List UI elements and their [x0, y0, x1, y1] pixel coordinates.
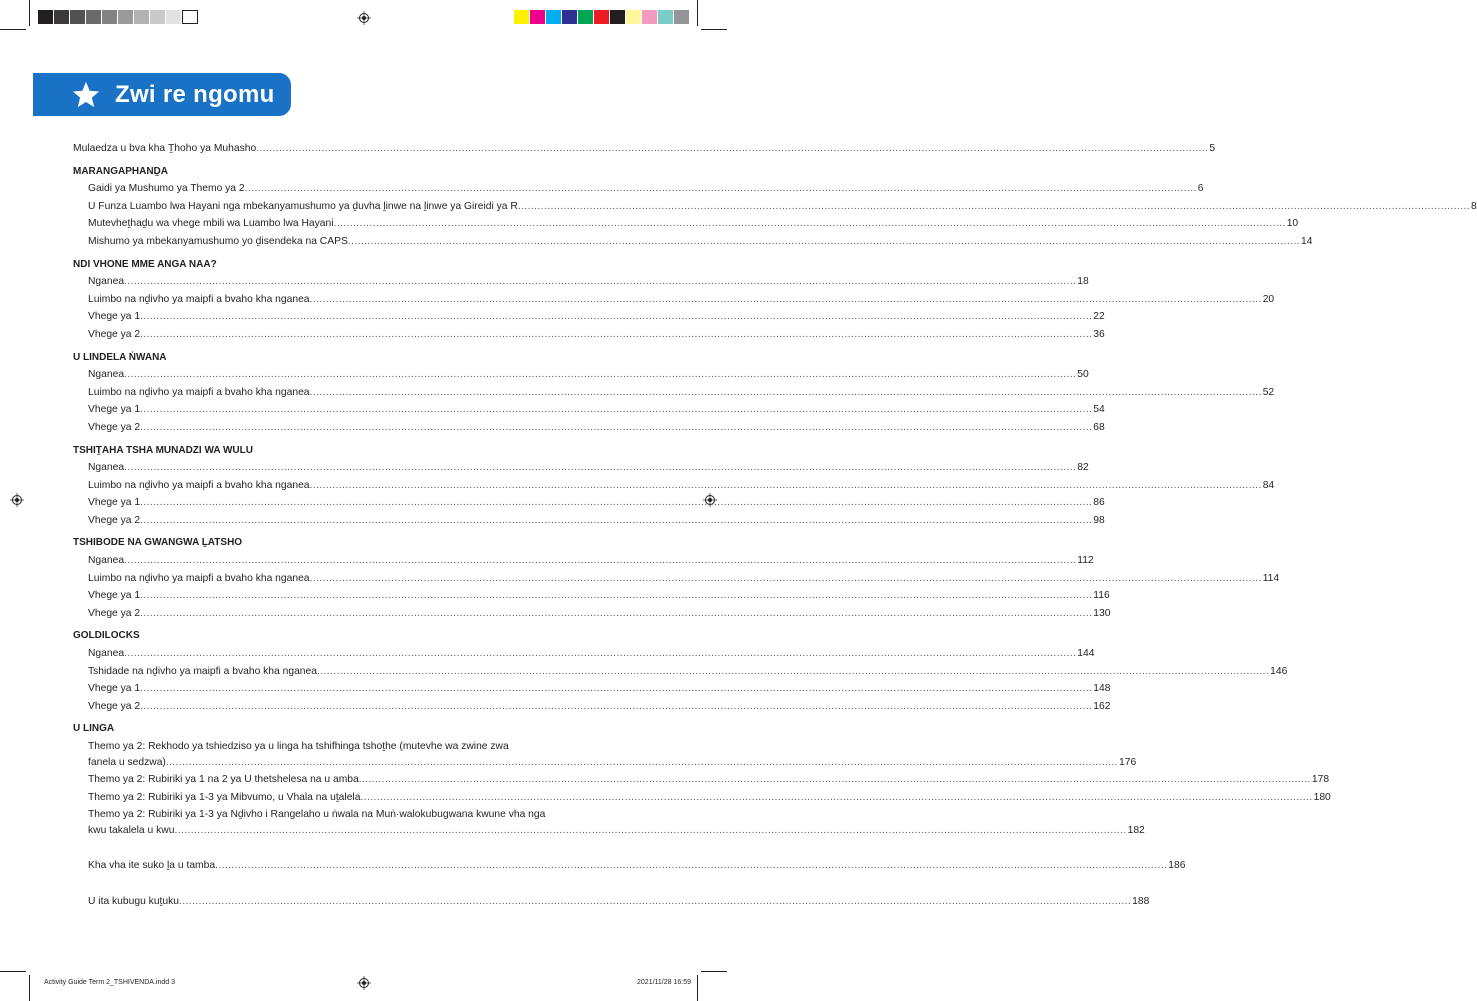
toc-entry-label: Luimbo na nḓivho ya maipfi a bvaho kha nganea	[88, 479, 310, 491]
toc-page-number: 10	[1286, 218, 1299, 230]
toc-page-number: 54	[1093, 404, 1105, 416]
crop-mark	[0, 971, 26, 972]
toc-entry-label: Themo ya 2: Rubiriki ya 1-3 ya Mibvumo, u Vhala na uṱalela	[88, 791, 361, 803]
dot-leader	[179, 893, 1131, 911]
dot-leader	[124, 273, 1076, 291]
toc-page-number: 50	[1077, 369, 1089, 381]
color-swatch	[530, 10, 546, 24]
toc-entry-label: Tshidade na nḓivho ya maipfi a bvaho kha nganea	[88, 665, 317, 677]
toc-entry-label: fanela u sedzwa)	[88, 757, 166, 768]
toc-page-number: 182	[1127, 825, 1145, 837]
dot-leader	[348, 233, 1300, 251]
color-swatch	[546, 10, 562, 24]
toc-entry[interactable]	[73, 419, 1105, 437]
gray-swatch	[166, 10, 182, 24]
toc-entry[interactable]	[73, 308, 1105, 326]
toc-entry-label: Vhege ya 2	[88, 700, 141, 712]
toc-entry-label: Vhege ya 1	[88, 311, 141, 323]
table-of-contents	[73, 140, 1477, 910]
gray-swatch	[182, 10, 198, 24]
dot-leader	[140, 605, 1092, 623]
crop-mark	[29, 0, 30, 26]
toc-entry-label: Vhege ya 1	[88, 404, 141, 416]
toc-entry[interactable]	[73, 552, 1094, 570]
section-title: GOLDILOCKS	[73, 630, 140, 642]
slug-file-name: Activity Guide Term 2_TSHIVENDA.indd 3	[44, 979, 175, 986]
toc-page-number: 98	[1093, 514, 1105, 526]
toc-entry-label: Nganea	[88, 555, 125, 567]
toc-page-number: 84	[1262, 479, 1275, 491]
dot-leader	[140, 494, 1092, 512]
toc-entry[interactable]	[73, 740, 1137, 771]
toc-entry[interactable]	[73, 198, 1477, 216]
toc-entry-label: Themo ya 2: Rekhodo ya tshiedziso ya u linga ha tshifhinga tshoṱhe (mutevhe wa zwine zwa	[88, 741, 509, 752]
toc-entry[interactable]	[73, 663, 1288, 681]
toc-page-number: 5	[1209, 143, 1216, 154]
section-title: NDI VHONE MME ANGA NAA?	[73, 258, 217, 270]
toc-entry[interactable]	[73, 459, 1089, 477]
color-swatch	[626, 10, 642, 24]
toc-entry-label: Nganea	[88, 648, 125, 660]
toc-entry[interactable]	[73, 215, 1299, 233]
dot-leader	[140, 401, 1092, 419]
toc-entry[interactable]	[73, 384, 1275, 402]
toc-page-number: 82	[1077, 462, 1089, 474]
toc-entry[interactable]	[73, 494, 1105, 512]
gray-calibration-bar	[38, 10, 198, 24]
toc-page-number: 112	[1077, 555, 1094, 567]
toc-entry[interactable]	[73, 771, 1330, 789]
toc-entry[interactable]	[73, 808, 1145, 839]
toc-page-number: 68	[1093, 421, 1105, 433]
toc-entry[interactable]	[73, 326, 1105, 344]
toc-entry[interactable]	[73, 680, 1111, 698]
toc-entry-label: Vhege ya 2	[88, 514, 141, 526]
toc-entry[interactable]	[73, 587, 1110, 605]
section-title: TSHIBODE NA GWANGWA ḼATSHO	[73, 537, 243, 549]
dot-leader	[124, 645, 1076, 663]
toc-entry-label: Vhege ya 2	[88, 421, 141, 433]
toc-page-number: 52	[1262, 386, 1275, 398]
toc-entry-label: Gaidi ya Mushumo ya Themo ya 2	[88, 183, 245, 195]
toc-page-number: 180	[1313, 791, 1331, 803]
color-swatch	[674, 10, 690, 24]
toc-entry-label: Vhege ya 1	[88, 590, 141, 602]
toc-page-number: 6	[1197, 183, 1204, 195]
toc-entry-label: Mutevheṱhaḓu wa vhege mbili wa Luambo lwa Hayani	[88, 218, 334, 230]
toc-entry-label: Vhege ya 2	[88, 328, 141, 340]
registration-mark-icon	[357, 976, 371, 990]
dot-leader	[140, 698, 1092, 716]
color-swatch	[514, 10, 530, 24]
toc-entry-label: Vhege ya 1	[88, 683, 141, 695]
dot-leader	[140, 326, 1092, 344]
toc-page-number: 178	[1311, 774, 1330, 785]
toc-section	[73, 627, 1288, 715]
toc-entry-label: Vhege ya 1	[88, 497, 141, 509]
toc-section	[73, 256, 1275, 344]
color-swatch	[642, 10, 658, 24]
toc-entry-label: U Funza Luambo lwa Hayani nga mbekanyamushumo ya ḓuvha ḽinwe na ḽinwe ya Gireidi ya R	[88, 200, 518, 212]
dot-leader	[140, 308, 1092, 326]
gray-swatch	[70, 10, 86, 24]
toc-entry-label: kwu takalela u kwu	[88, 825, 175, 837]
toc-entry[interactable]	[73, 233, 1313, 251]
toc-entry[interactable]	[73, 605, 1111, 623]
toc-entry[interactable]	[73, 698, 1111, 716]
toc-entry-label: U ita kubugu kuṱuku	[88, 895, 180, 907]
toc-entry-label: Nganea	[88, 276, 125, 288]
dot-leader	[310, 570, 1262, 588]
dot-leader	[310, 477, 1262, 495]
star-icon	[71, 80, 101, 110]
toc-page-number: 162	[1093, 700, 1111, 712]
toc-entry-label: Luimbo na nḓivho ya maipfi a bvaho kha nganea	[88, 293, 310, 305]
dot-leader	[124, 366, 1076, 384]
toc-entry[interactable]	[73, 140, 1216, 158]
toc-entry-label: Kha vha ite suko ḽa u tamba	[88, 860, 216, 872]
toc-entry-label: Nganea	[88, 369, 125, 381]
gray-swatch	[102, 10, 118, 24]
dot-leader	[140, 587, 1092, 605]
toc-page-number: 8	[1471, 200, 1477, 212]
toc-page-number: 130	[1093, 607, 1111, 619]
toc-entry[interactable]	[73, 401, 1105, 419]
toc-entry-label: Vhege ya 2	[88, 607, 141, 619]
page-title: Zwi re ngomu	[115, 80, 275, 108]
toc-page-number: 148	[1093, 683, 1111, 695]
toc-section	[73, 534, 1280, 622]
dot-leader	[140, 680, 1092, 698]
dot-leader	[140, 512, 1092, 530]
toc-entry-label: Mishumo ya mbekanyamushumo yo ḓisendeka na CAPS	[88, 235, 348, 247]
gray-swatch	[86, 10, 102, 24]
dot-leader	[360, 789, 1312, 807]
gray-swatch	[150, 10, 166, 24]
toc-entry-label: Nganea	[88, 462, 125, 474]
toc-entry-label: Mulaedza u bva kha Ṱhoho ya Muhasho	[73, 143, 257, 154]
crop-mark	[701, 971, 727, 972]
toc-section	[73, 720, 1331, 839]
crop-mark	[697, 975, 698, 1001]
toc-entry[interactable]	[73, 512, 1105, 530]
toc-entry[interactable]	[73, 291, 1275, 309]
dot-leader	[310, 291, 1262, 309]
toc-entry[interactable]	[73, 789, 1331, 807]
section-title: TSHIṰAHA TSHA MUNADZI WA WULU	[73, 444, 253, 456]
toc-entry[interactable]	[73, 893, 1150, 911]
dot-leader	[245, 180, 1197, 198]
toc-page-number: 116	[1093, 590, 1110, 602]
toc-page-number: 186	[1168, 860, 1186, 872]
toc-page-number: 14	[1301, 235, 1313, 247]
crop-mark	[0, 29, 26, 30]
toc-section	[73, 442, 1275, 530]
dot-leader	[518, 198, 1470, 216]
toc-entry[interactable]	[73, 180, 1204, 198]
toc-entry[interactable]	[73, 366, 1089, 384]
color-swatch	[578, 10, 594, 24]
toc-page-number: 114	[1262, 572, 1280, 584]
toc-page-number: 22	[1093, 311, 1105, 323]
page-title-tab	[33, 73, 291, 116]
slug-date: 2021/11/28 16:59	[637, 979, 691, 986]
toc-page-number: 176	[1119, 757, 1137, 768]
crop-mark	[697, 0, 698, 26]
toc-entry-label: Themo ya 2: Rubiriki ya 1 na 2 ya U thetshelesa na u amba	[88, 774, 359, 785]
toc-page-number: 18	[1077, 276, 1089, 288]
section-title: MARANGAPHANḒA	[73, 165, 168, 177]
toc-page-number: 188	[1132, 895, 1150, 907]
dot-leader	[140, 419, 1092, 437]
toc-entry-label: Themo ya 2: Rubiriki ya 1-3 ya Nḓivho i Rangelaho u ṅwala na Muṅ·walokubugwana kwune vha nga	[88, 809, 546, 821]
dot-leader	[215, 857, 1167, 875]
color-calibration-bar	[514, 10, 690, 24]
toc-entry[interactable]	[73, 477, 1275, 495]
dot-leader	[310, 384, 1262, 402]
toc-section	[73, 349, 1275, 437]
color-swatch	[610, 10, 626, 24]
toc-entry-label: Luimbo na nḓivho ya maipfi a bvaho kha nganea	[88, 572, 310, 584]
dot-leader	[317, 663, 1269, 681]
section-title: U LINGA	[73, 723, 115, 735]
color-swatch	[658, 10, 674, 24]
registration-mark-icon	[357, 11, 371, 25]
toc-page-number: 144	[1077, 648, 1095, 660]
toc-page-number: 86	[1093, 497, 1105, 509]
dot-leader	[256, 140, 1208, 158]
color-swatch	[594, 10, 610, 24]
dot-leader	[334, 215, 1286, 233]
dot-leader	[174, 822, 1126, 839]
color-swatch	[562, 10, 578, 24]
section-title: U LINDELA ṄWANA	[73, 351, 167, 363]
gray-swatch	[134, 10, 150, 24]
toc-entry-label: Luimbo na nḓivho ya maipfi a bvaho kha nganea	[88, 386, 310, 398]
gray-swatch	[54, 10, 70, 24]
crop-mark	[29, 975, 30, 1001]
toc-entry[interactable]	[73, 645, 1095, 663]
registration-mark-icon	[10, 493, 24, 507]
dot-leader	[124, 459, 1076, 477]
dot-leader	[166, 754, 1118, 771]
gray-swatch	[38, 10, 54, 24]
toc-page-number: 20	[1262, 293, 1275, 305]
toc-page-number: 146	[1270, 665, 1288, 677]
dot-leader	[359, 771, 1311, 789]
toc-section	[73, 163, 1477, 251]
toc-entry[interactable]	[73, 570, 1280, 588]
gray-swatch	[118, 10, 134, 24]
crop-mark	[701, 29, 727, 30]
dot-leader	[124, 552, 1076, 570]
toc-entry[interactable]	[73, 857, 1186, 875]
toc-entry[interactable]	[73, 273, 1089, 291]
toc-page-number: 36	[1093, 328, 1105, 340]
